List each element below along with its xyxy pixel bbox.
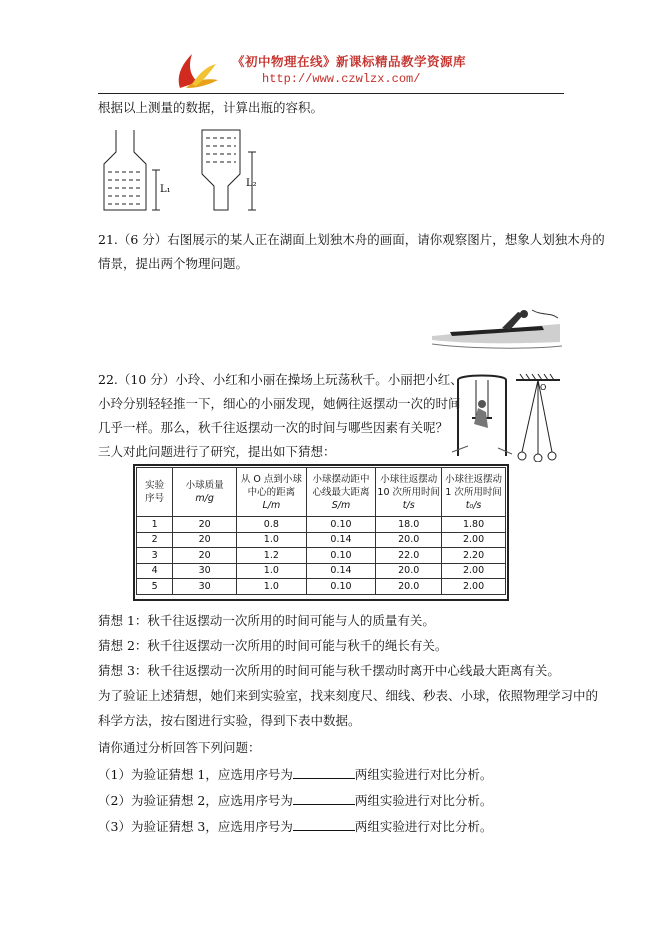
table-row	[137, 548, 506, 564]
table-cell: 1.0	[237, 532, 307, 548]
method-line2: 科学方法，按右图进行实验，得到下表中数据。	[98, 713, 361, 728]
pendulum-diagram	[514, 372, 562, 462]
header-max-distance: 小球摆动距中 心线最大距离 S/m	[306, 468, 376, 517]
table-cell: 22.0	[376, 548, 442, 564]
intro-line: 根据以上测量的数据，计算出瓶的容积。	[98, 100, 324, 115]
table-cell: 30	[173, 579, 237, 595]
answer-3-blank[interactable]	[293, 818, 355, 831]
pivot-label: O	[540, 383, 547, 392]
guess-1: 猜想 1：秋千往返摆动一次所用的时间可能与人的质量有关。	[98, 613, 435, 628]
q21-line2: 情景，提出两个物理问题。	[98, 256, 249, 271]
answer-3: （3）为验证猜想 3，应选用序号为 两组实验进行对比分析。	[98, 819, 493, 834]
table-cell: 20.0	[376, 579, 442, 595]
table-row	[137, 517, 506, 533]
table-cell: 1	[137, 517, 173, 533]
table-cell: 2.00	[442, 579, 506, 595]
ask-line: 请你通过分析回答下列问题：	[98, 740, 261, 755]
answer-1-blank[interactable]	[293, 766, 355, 779]
label-l1: L₁	[160, 184, 171, 195]
table-cell: 0.10	[306, 517, 376, 533]
q21-line1: 21.（6 分）右图展示的某人正在湖面上划独木舟的画面，请你观察图片，想象人划独木舟的	[98, 232, 605, 247]
table-cell: 5	[137, 579, 173, 595]
experiment-table	[136, 467, 506, 595]
table-cell: 20	[173, 517, 237, 533]
table-row	[137, 532, 506, 548]
q22-line3: 几乎一样。那么，秋千往返摆动一次的时间与哪些因素有关呢？	[98, 420, 449, 435]
table-cell: 30	[173, 563, 237, 579]
table-cell: 2.20	[442, 548, 506, 564]
table-cell: 2.00	[442, 532, 506, 548]
label-l2: L₂	[246, 178, 257, 189]
table-cell: 0.10	[306, 579, 376, 595]
table-cell: 1.2	[237, 548, 307, 564]
header-trial-no: 实验 序号	[137, 468, 173, 517]
header-divider	[98, 93, 564, 94]
table-cell: 0.14	[306, 532, 376, 548]
table-cell: 20	[173, 532, 237, 548]
site-logo-icon	[172, 50, 222, 90]
canoe-illustration	[432, 306, 562, 352]
table-cell: 2	[137, 532, 173, 548]
table-cell: 0.10	[306, 548, 376, 564]
table-cell: 0.8	[237, 517, 307, 533]
header-1-swing-time: 小球往返摆动 1 次所用时间 t₀/s	[442, 468, 506, 517]
answer-2-blank[interactable]	[293, 792, 355, 805]
answer-2: （2）为验证猜想 2，应选用序号为 两组实验进行对比分析。	[98, 793, 493, 808]
table-cell: 20	[173, 548, 237, 564]
header-mass: 小球质量 m/g	[173, 468, 237, 517]
table-cell: 1.0	[237, 579, 307, 595]
bottle-diagram	[98, 124, 288, 216]
q22-line1: 22.（10 分）小玲、小红和小丽在操场上玩荡秋千。小丽把小红、	[98, 372, 463, 387]
table-cell: 2.00	[442, 563, 506, 579]
table-cell: 20.0	[376, 532, 442, 548]
header-length: 从 O 点到小球 中心的距离 L/m	[237, 468, 307, 517]
header-title: 《初中物理在线》新课标精品教学资源库	[232, 54, 467, 69]
guess-3: 猜想 3：秋千往返摆动一次所用的时间可能与秋千摆动时离开中心线最大距离有关。	[98, 663, 560, 678]
table-cell: 1.0	[237, 563, 307, 579]
table-cell: 1.80	[442, 517, 506, 533]
answer-1: （1）为验证猜想 1，应选用序号为 两组实验进行对比分析。	[98, 767, 493, 782]
swing-illustration	[448, 372, 516, 456]
table-cell: 20.0	[376, 563, 442, 579]
header-url[interactable]: http://www.czwlzx.com/	[262, 72, 421, 86]
table-cell: 0.14	[306, 563, 376, 579]
table-header-row	[137, 468, 506, 517]
method-line1: 为了验证上述猜想，她们来到实验室，找来刻度尺、细线、秒表、小球，依照物理学习中的	[98, 688, 599, 703]
q22-line2: 小玲分别轻轻推一下，细心的小丽发现，她俩往返摆动一次的时间	[98, 396, 461, 411]
guess-2: 猜想 2：秋千往返摆动一次所用的时间可能与秋千的绳长有关。	[98, 638, 448, 653]
table-cell: 4	[137, 563, 173, 579]
q22-line4: 三人对此问题进行了研究，提出如下猜想：	[98, 444, 336, 459]
header-10-swings-time: 小球往返摆动 10 次所用时间 t/s	[376, 468, 442, 517]
table-cell: 3	[137, 548, 173, 564]
table-cell: 18.0	[376, 517, 442, 533]
table-row	[137, 579, 506, 595]
table-row	[137, 563, 506, 579]
